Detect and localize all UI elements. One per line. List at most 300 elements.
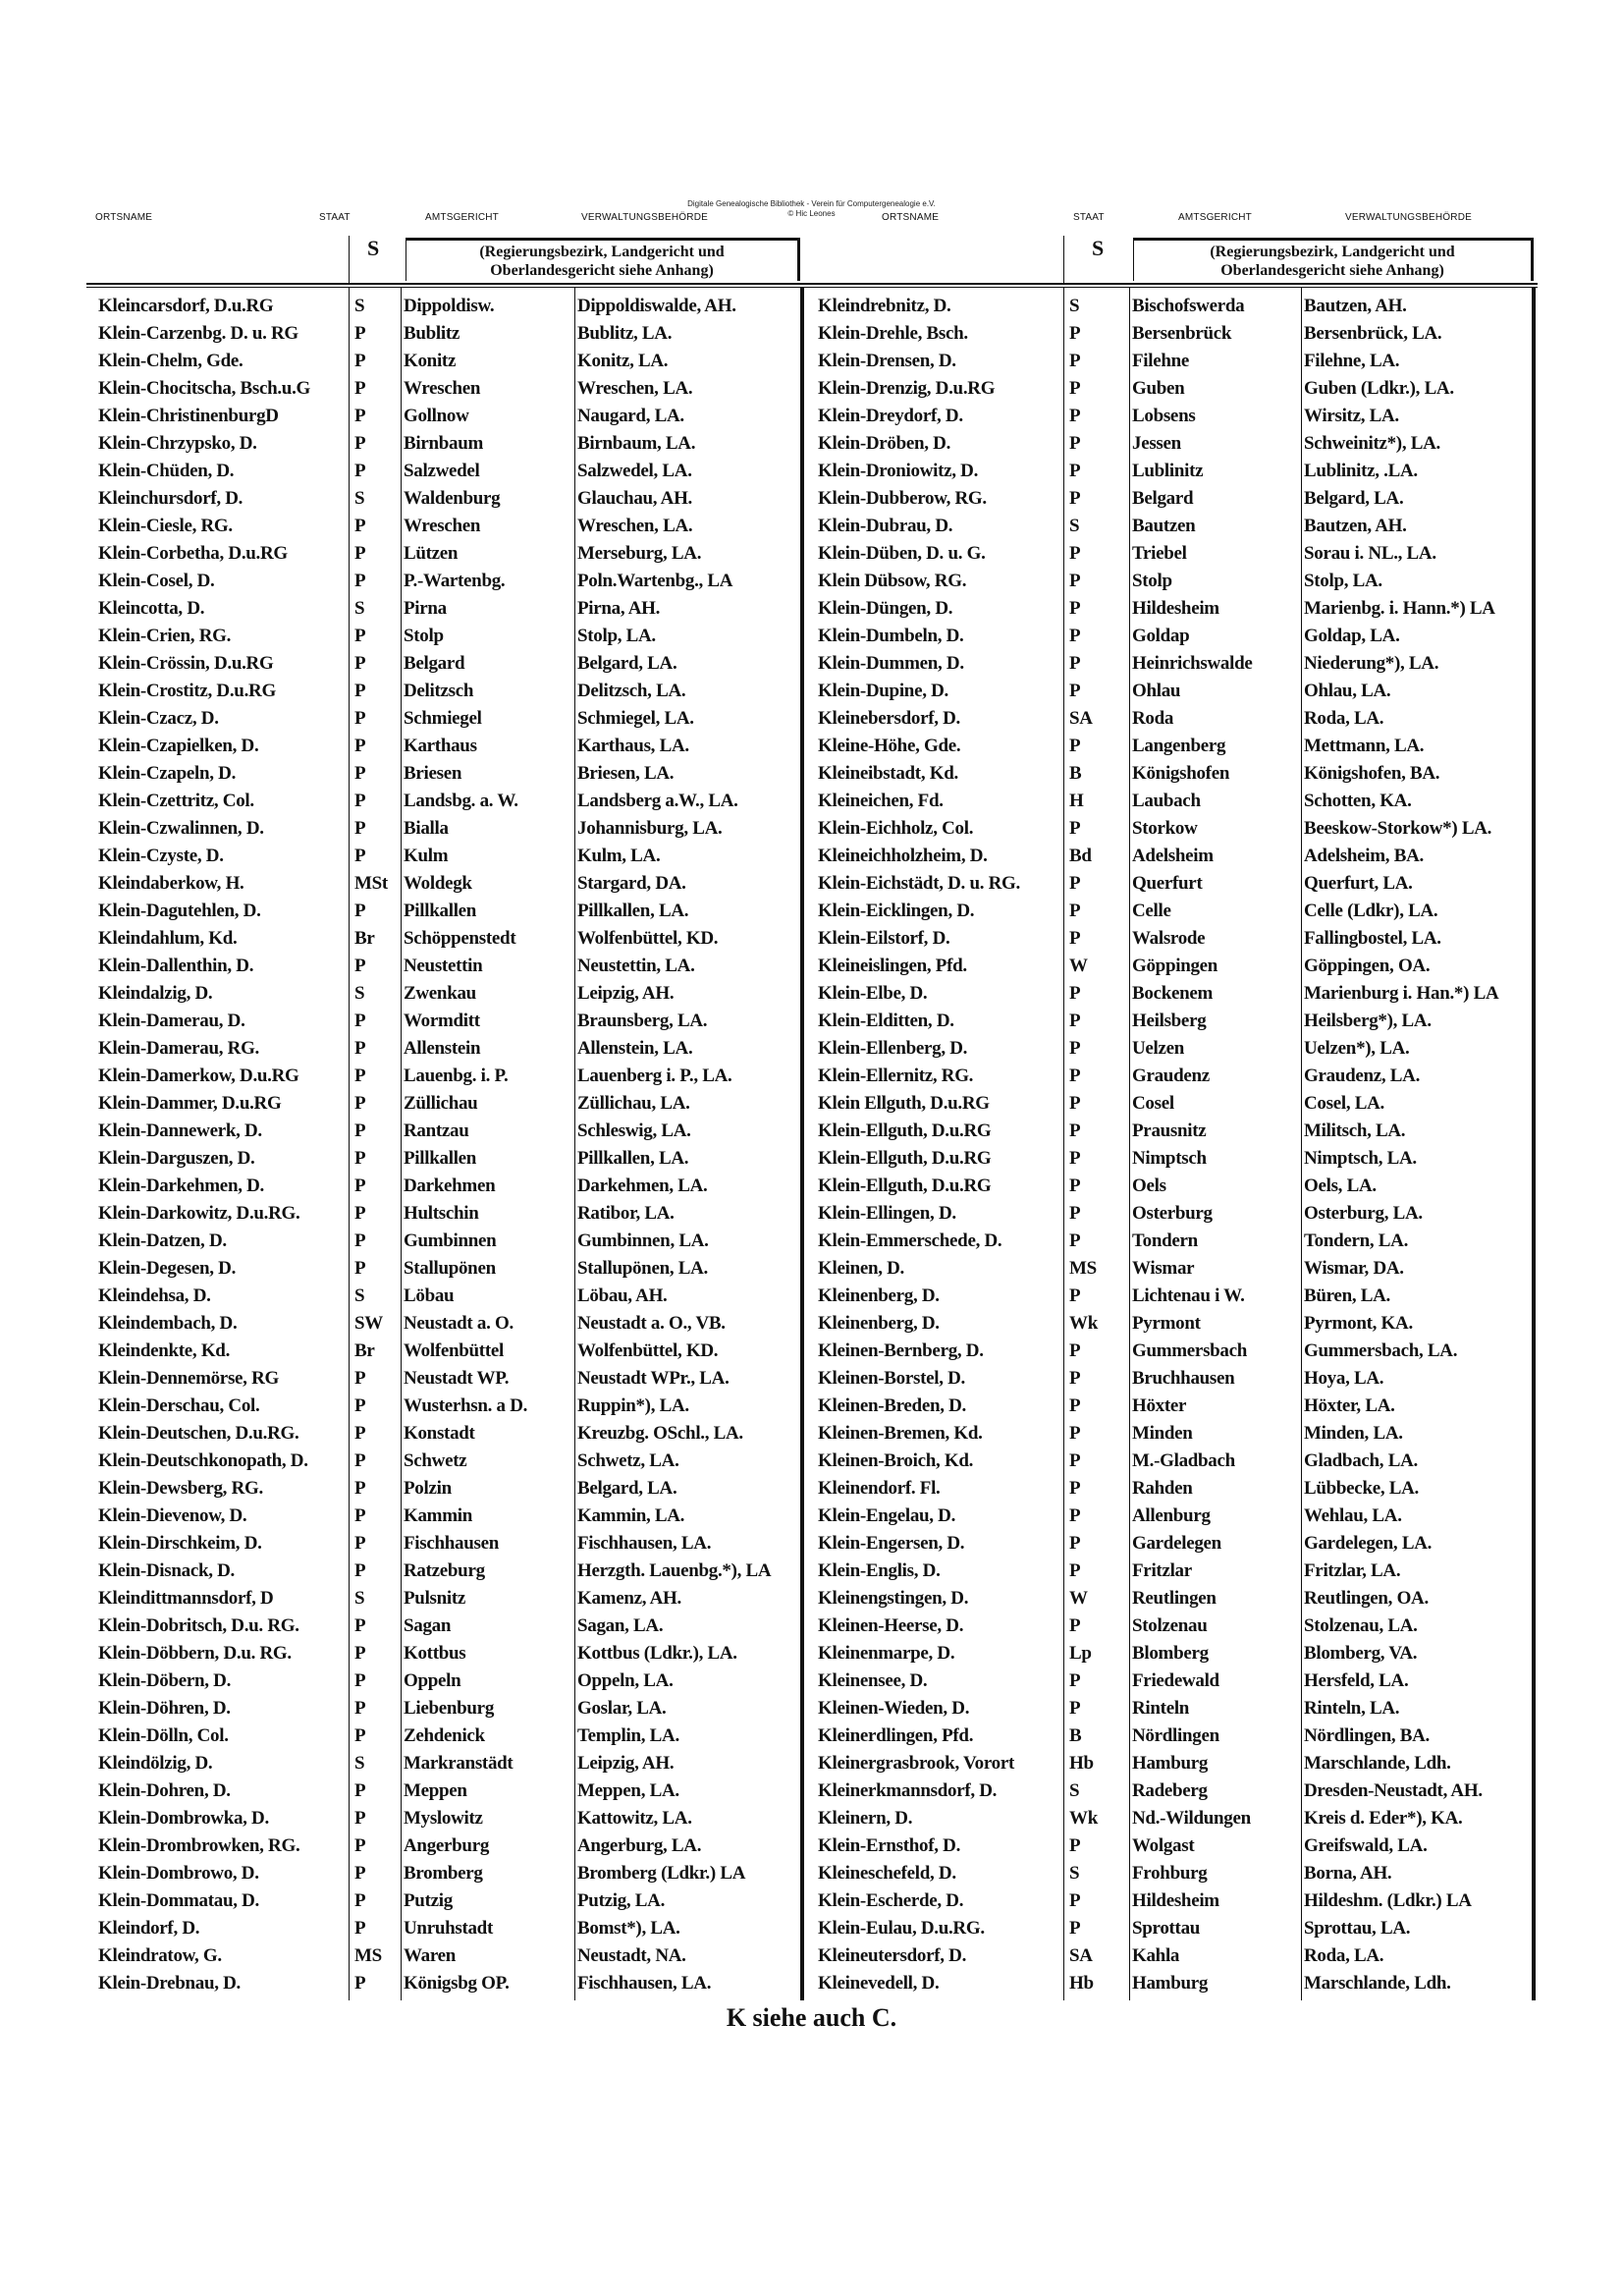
- staat-cell: Bd: [1069, 846, 1092, 866]
- ortsname-cell: Kleinendorf. Fl.: [818, 1478, 941, 1499]
- table-row: [95, 760, 800, 788]
- amtsgericht-cell: Dippoldisw.: [404, 296, 495, 316]
- verwaltung-cell: Lublinitz, .LA.: [1304, 461, 1418, 481]
- ortsname-cell: Klein-Dennemörse, RG: [98, 1368, 279, 1389]
- staat-cell: MSt: [354, 873, 388, 894]
- amtsgericht-cell: Belgard: [1132, 488, 1194, 509]
- amtsgericht-cell: Rahden: [1132, 1478, 1193, 1499]
- ortsname-cell: Klein-Disnack, D.: [98, 1560, 235, 1581]
- staat-cell: SA: [1069, 1945, 1093, 1966]
- staat-cell: P: [354, 1258, 366, 1279]
- amtsgericht-cell: Adelsheim: [1132, 846, 1214, 866]
- verwaltung-cell: Oels, LA.: [1304, 1175, 1377, 1196]
- table-row: [95, 1530, 800, 1558]
- subheader-note-right: [1133, 238, 1534, 281]
- staat-cell: P: [1069, 1615, 1081, 1636]
- table-row: [95, 403, 800, 430]
- verwaltung-cell: Oppeln, LA.: [577, 1670, 674, 1691]
- staat-cell: P: [354, 1533, 366, 1554]
- verwaltung-cell: Meppen, LA.: [577, 1780, 679, 1801]
- ortsname-cell: Kleindehsa, D.: [98, 1285, 211, 1306]
- verwaltung-cell: Schleswig, LA.: [577, 1121, 691, 1141]
- staat-cell: P: [1069, 1450, 1081, 1471]
- table-row: [95, 1640, 800, 1667]
- amtsgericht-cell: Fritzlar: [1132, 1560, 1192, 1581]
- ortsname-cell: Klein-Dupine, D.: [818, 681, 948, 701]
- staat-cell: Hb: [1069, 1973, 1094, 1994]
- amtsgericht-cell: Jessen: [1132, 433, 1181, 454]
- subheader-note-line2: Oberlandesgericht siehe Anhang): [1220, 262, 1444, 279]
- table-row: [815, 678, 1532, 705]
- amtsgericht-cell: Neustettin: [404, 956, 483, 976]
- staat-symbol-right: S: [1092, 236, 1105, 260]
- verwaltung-cell: Kattowitz, LA.: [577, 1808, 692, 1829]
- ortsname-cell: Kleindorf, D.: [98, 1918, 200, 1939]
- ortsname-cell: Klein-Crössin, D.u.RG: [98, 653, 274, 674]
- staat-cell: S: [1069, 516, 1080, 536]
- ortsname-cell: Kleinen-Borstel, D.: [818, 1368, 965, 1389]
- verwaltung-cell: Pillkallen, LA.: [577, 1148, 689, 1169]
- table-row: [95, 595, 800, 623]
- amtsgericht-cell: Radeberg: [1132, 1780, 1208, 1801]
- ortsname-cell: Klein-Crostitz, D.u.RG: [98, 681, 276, 701]
- amtsgericht-cell: Ratzeburg: [404, 1560, 485, 1581]
- table-row: [95, 898, 800, 925]
- verwaltung-cell: Stallupönen, LA.: [577, 1258, 708, 1279]
- verwaltung-cell: Bomst*), LA.: [577, 1918, 680, 1939]
- verwaltung-cell: Mettmann, LA.: [1304, 736, 1425, 756]
- staat-cell: P: [354, 378, 366, 399]
- amtsgericht-cell: Laubach: [1132, 791, 1201, 811]
- amtsgericht-cell: Schwetz: [404, 1450, 467, 1471]
- staat-cell: S: [354, 296, 365, 316]
- ortsname-cell: Kleindittmannsdorf, D: [98, 1588, 274, 1609]
- ortsname-cell: Kleineichholzheim, D.: [818, 846, 988, 866]
- amtsgericht-cell: Lützen: [404, 543, 459, 564]
- staat-cell: P: [1069, 901, 1081, 921]
- amtsgericht-cell: Kottbus: [404, 1643, 466, 1664]
- amtsgericht-cell: Konitz: [404, 351, 457, 371]
- ortsname-cell: Klein-Döhren, D.: [98, 1698, 231, 1719]
- verwaltung-cell: Ratibor, LA.: [577, 1203, 675, 1224]
- table-row: [815, 1722, 1532, 1750]
- verwaltung-cell: Dresden-Neustadt, AH.: [1304, 1780, 1483, 1801]
- amtsgericht-cell: Allenstein: [404, 1038, 481, 1059]
- staat-cell: H: [1069, 791, 1084, 811]
- column-header-verwaltung-right: VERWALTUNGSBEHÖRDE: [1345, 212, 1472, 223]
- divider: [349, 236, 350, 285]
- table-row: [815, 898, 1532, 925]
- header-rule: [86, 283, 1538, 285]
- verwaltung-cell: Neustadt, NA.: [577, 1945, 686, 1966]
- staat-cell: P: [354, 1698, 366, 1719]
- ortsname-cell: Klein-Chocitscha, Bsch.u.G: [98, 378, 310, 399]
- ortsname-cell: Klein-Emmerschede, D.: [818, 1230, 1002, 1251]
- verwaltung-cell: Königshofen, BA.: [1304, 763, 1440, 784]
- table-row: [95, 1008, 800, 1035]
- staat-cell: P: [1069, 1038, 1081, 1059]
- table-row: [95, 1475, 800, 1503]
- table-row: [815, 1008, 1532, 1035]
- amtsgericht-cell: Gumbinnen: [404, 1230, 497, 1251]
- verwaltung-cell: Bautzen, AH.: [1304, 296, 1407, 316]
- ortsname-cell: Klein-Drensen, D.: [818, 351, 956, 371]
- staat-cell: P: [354, 1175, 366, 1196]
- amtsgericht-cell: Pulsnitz: [404, 1588, 466, 1609]
- staat-cell: S: [354, 1588, 365, 1609]
- verwaltung-cell: Minden, LA.: [1304, 1423, 1403, 1444]
- amtsgericht-cell: Polzin: [404, 1478, 452, 1499]
- ortsname-cell: Klein-ChristinenburgD: [98, 406, 279, 426]
- ortsname-cell: Kleinenmarpe, D.: [818, 1643, 955, 1664]
- amtsgericht-cell: Sagan: [404, 1615, 452, 1636]
- verwaltung-cell: Glauchau, AH.: [577, 488, 692, 509]
- amtsgericht-cell: Wolgast: [1132, 1835, 1195, 1856]
- verwaltung-cell: Marschlande, Ldh.: [1304, 1973, 1451, 1994]
- ortsname-cell: Klein-Eicklingen, D.: [818, 901, 975, 921]
- staat-cell: P: [354, 1450, 366, 1471]
- amtsgericht-cell: Querfurt: [1132, 873, 1203, 894]
- verwaltung-cell: Gardelegen, LA.: [1304, 1533, 1433, 1554]
- ortsname-cell: Klein-Dreydorf, D.: [818, 406, 963, 426]
- staat-cell: P: [1069, 1698, 1081, 1719]
- subheader-note-line1: (Regierungsbezirk, Landgericht und: [1210, 244, 1455, 260]
- verwaltung-cell: Wolfenbüttel, KD.: [577, 1340, 719, 1361]
- ortsname-cell: Kleinen-Bernberg, D.: [818, 1340, 984, 1361]
- table-row: [95, 623, 800, 650]
- ortsname-cell: Kleinen, D.: [818, 1258, 905, 1279]
- staat-cell: P: [354, 846, 366, 866]
- staat-cell: P: [1069, 653, 1081, 674]
- table-row: [95, 1777, 800, 1805]
- table-row: [95, 1558, 800, 1585]
- amtsgericht-cell: Zwenkau: [404, 983, 476, 1004]
- table-row: [815, 1173, 1532, 1200]
- verwaltung-cell: Fallingbostel, LA.: [1304, 928, 1441, 949]
- staat-cell: P: [354, 1780, 366, 1801]
- verwaltung-cell: Bublitz, LA.: [577, 323, 673, 344]
- staat-cell: Br: [354, 1340, 375, 1361]
- table-row: [95, 513, 800, 540]
- table-row: [815, 1035, 1532, 1063]
- ortsname-cell: Klein-Drebnau, D.: [98, 1973, 241, 1994]
- amtsgericht-cell: Bialla: [404, 818, 449, 839]
- staat-cell: P: [1069, 1066, 1081, 1086]
- ortsname-cell: Klein-Ellguth, D.u.RG: [818, 1148, 992, 1169]
- staat-cell: P: [354, 461, 366, 481]
- verwaltung-cell: Heilsberg*), LA.: [1304, 1011, 1432, 1031]
- amtsgericht-cell: Delitzsch: [404, 681, 474, 701]
- verwaltung-cell: Hersfeld, LA.: [1304, 1670, 1409, 1691]
- verwaltung-cell: Schwetz, LA.: [577, 1450, 679, 1471]
- staat-cell: P: [354, 1395, 366, 1416]
- verwaltung-cell: Wehlau, LA.: [1304, 1505, 1402, 1526]
- table-row: [815, 1805, 1532, 1832]
- verwaltung-cell: Birnbaum, LA.: [577, 433, 696, 454]
- verwaltung-cell: Salzwedel, LA.: [577, 461, 692, 481]
- table-row: [815, 1255, 1532, 1283]
- staat-cell: P: [1069, 1093, 1081, 1114]
- staat-cell: Br: [354, 928, 375, 949]
- amtsgericht-cell: Wreschen: [404, 378, 481, 399]
- verwaltung-cell: Querfurt, LA.: [1304, 873, 1413, 894]
- table-row: [95, 1942, 800, 1970]
- amtsgericht-cell: Cosel: [1132, 1093, 1174, 1114]
- ortsname-cell: Klein-Carzenbg. D. u. RG: [98, 323, 298, 344]
- verwaltung-cell: Fischhausen, LA.: [577, 1973, 712, 1994]
- amtsgericht-cell: Friedewald: [1132, 1670, 1219, 1691]
- amtsgericht-cell: Nd.-Wildungen: [1132, 1808, 1251, 1829]
- table-row: [815, 623, 1532, 650]
- amtsgericht-cell: Graudenz: [1132, 1066, 1210, 1086]
- staat-cell: S: [354, 1753, 365, 1774]
- ortsname-cell: Klein-Dallenthin, D.: [98, 956, 254, 976]
- ortsname-cell: Klein-Deutschen, D.u.RG.: [98, 1423, 299, 1444]
- table-row: [95, 1035, 800, 1063]
- amtsgericht-cell: Filehne: [1132, 351, 1190, 371]
- amtsgericht-cell: Königsbg OP.: [404, 1973, 510, 1994]
- verwaltung-cell: Stargard, DA.: [577, 873, 686, 894]
- staat-cell: P: [354, 1560, 366, 1581]
- table-row: [815, 1695, 1532, 1722]
- ortsname-cell: Klein-Dröben, D.: [818, 433, 951, 454]
- ortsname-cell: Klein-Drombrowken, RG.: [98, 1835, 300, 1856]
- ortsname-cell: Klein-Dombrowka, D.: [98, 1808, 269, 1829]
- amtsgericht-cell: Hildesheim: [1132, 598, 1219, 619]
- right-table: [815, 293, 1532, 1997]
- amtsgericht-cell: Bersenbrück: [1132, 323, 1232, 344]
- verwaltung-cell: Celle (Ldkr), LA.: [1304, 901, 1438, 921]
- ortsname-cell: Klein-Elditten, D.: [818, 1011, 954, 1031]
- staat-cell: P: [354, 901, 366, 921]
- staat-cell: P: [1069, 571, 1081, 591]
- ortsname-cell: Klein-Dohren, D.: [98, 1780, 231, 1801]
- staat-cell: S: [1069, 1780, 1080, 1801]
- amtsgericht-cell: Wreschen: [404, 516, 481, 536]
- verwaltung-cell: Osterburg, LA.: [1304, 1203, 1423, 1224]
- table-row: [815, 513, 1532, 540]
- amtsgericht-cell: M.-Gladbach: [1132, 1450, 1235, 1471]
- amtsgericht-cell: Rantzau: [404, 1121, 469, 1141]
- verwaltung-cell: Greifswald, LA.: [1304, 1835, 1428, 1856]
- table-row: [815, 788, 1532, 815]
- amtsgericht-cell: Waren: [404, 1945, 457, 1966]
- amtsgericht-cell: Neustadt WP.: [404, 1368, 510, 1389]
- amtsgericht-cell: Oels: [1132, 1175, 1166, 1196]
- verwaltung-cell: Borna, AH.: [1304, 1863, 1392, 1884]
- table-row: [95, 293, 800, 320]
- ortsname-cell: Kleinchursdorf, D.: [98, 488, 243, 509]
- ortsname-cell: Klein-Dirschkeim, D.: [98, 1533, 262, 1554]
- verwaltung-cell: Militsch, LA.: [1304, 1121, 1406, 1141]
- verwaltung-cell: Kulm, LA.: [577, 846, 661, 866]
- table-row: [95, 1420, 800, 1448]
- verwaltung-cell: Neustettin, LA.: [577, 956, 695, 976]
- verwaltung-cell: Bautzen, AH.: [1304, 516, 1407, 536]
- ortsname-cell: Klein-Döbern, D.: [98, 1670, 232, 1691]
- table-row: [95, 788, 800, 815]
- staat-cell: P: [354, 1725, 366, 1746]
- staat-cell: P: [354, 791, 366, 811]
- staat-cell: P: [354, 763, 366, 784]
- amtsgericht-cell: Waldenburg: [404, 488, 501, 509]
- verwaltung-cell: Schweinitz*), LA.: [1304, 433, 1440, 454]
- ortsname-cell: Klein-Czyste, D.: [98, 846, 224, 866]
- verwaltung-cell: Landsberg a.W., LA.: [577, 791, 738, 811]
- staat-cell: SA: [1069, 708, 1093, 729]
- amtsgericht-cell: Gollnow: [404, 406, 469, 426]
- staat-cell: P: [354, 1011, 366, 1031]
- ortsname-cell: Klein-Düben, D. u. G.: [818, 543, 986, 564]
- amtsgericht-cell: Bromberg: [404, 1863, 483, 1884]
- ortsname-cell: Kleinenberg, D.: [818, 1313, 940, 1334]
- amtsgericht-cell: Nördlingen: [1132, 1725, 1219, 1746]
- verwaltung-cell: Bersenbrück, LA.: [1304, 323, 1442, 344]
- amtsgericht-cell: Minden: [1132, 1423, 1193, 1444]
- table-row: [815, 1145, 1532, 1173]
- table-row: [815, 1365, 1532, 1393]
- verwaltung-cell: Züllichau, LA.: [577, 1093, 690, 1114]
- amtsgericht-cell: Uelzen: [1132, 1038, 1185, 1059]
- staat-cell: P: [354, 351, 366, 371]
- staat-cell: P: [1069, 928, 1081, 949]
- header-rule: [86, 287, 1538, 288]
- ortsname-cell: Klein-Dievenow, D.: [98, 1505, 247, 1526]
- verwaltung-cell: Kreis d. Eder*), KA.: [1304, 1808, 1463, 1829]
- amtsgericht-cell: Blomberg: [1132, 1643, 1209, 1664]
- table-row: [815, 1503, 1532, 1530]
- amtsgericht-cell: Osterburg: [1132, 1203, 1213, 1224]
- verwaltung-cell: Konitz, LA.: [577, 351, 669, 371]
- ortsname-cell: Klein-Dewsberg, RG.: [98, 1478, 263, 1499]
- amtsgericht-cell: Triebel: [1132, 543, 1187, 564]
- staat-cell: P: [1069, 983, 1081, 1004]
- verwaltung-cell: Herzgth. Lauenbg.*), LA: [577, 1560, 772, 1581]
- verwaltung-cell: Lauenberg i. P., LA.: [577, 1066, 732, 1086]
- verwaltung-cell: Gummersbach, LA.: [1304, 1340, 1458, 1361]
- staat-cell: MS: [354, 1945, 382, 1966]
- staat-cell: P: [1069, 1230, 1081, 1251]
- table-row: [95, 1585, 800, 1613]
- amtsgericht-cell: Salzwedel: [404, 461, 480, 481]
- table-row: [95, 1145, 800, 1173]
- verwaltung-cell: Pillkallen, LA.: [577, 901, 689, 921]
- table-row: [815, 1448, 1532, 1475]
- table-row: [95, 458, 800, 485]
- table-row: [815, 980, 1532, 1008]
- ortsname-cell: Klein-Czwalinnen, D.: [98, 818, 264, 839]
- amtsgericht-cell: Nimptsch: [1132, 1148, 1207, 1169]
- credit-line-1: Digitale Genealogische Bibliothek - Verein für Computergenealogie e.V.: [687, 199, 936, 208]
- amtsgericht-cell: Stolp: [1132, 571, 1172, 591]
- ortsname-cell: Klein-Dombrowo, D.: [98, 1863, 259, 1884]
- table-row: [815, 293, 1532, 320]
- amtsgericht-cell: Sprottau: [1132, 1918, 1201, 1939]
- verwaltung-cell: Blomberg, VA.: [1304, 1643, 1418, 1664]
- amtsgericht-cell: Stolp: [404, 626, 444, 646]
- verwaltung-cell: Naugard, LA.: [577, 406, 684, 426]
- staat-cell: P: [1069, 1918, 1081, 1939]
- staat-cell: P: [354, 681, 366, 701]
- table-row: [815, 320, 1532, 348]
- staat-cell: P: [1069, 543, 1081, 564]
- staat-cell: P: [1069, 1835, 1081, 1856]
- staat-cell: P: [1069, 378, 1081, 399]
- column-header-ortsname-left: ORTSNAME: [95, 212, 153, 223]
- ortsname-cell: Klein-Drenzig, D.u.RG: [818, 378, 996, 399]
- table-row: [95, 1228, 800, 1255]
- verwaltung-cell: Belgard, LA.: [577, 653, 677, 674]
- table-row: [95, 1915, 800, 1942]
- staat-cell: P: [354, 1808, 366, 1829]
- staat-cell: P: [1069, 736, 1081, 756]
- staat-cell: B: [1069, 1725, 1082, 1746]
- ortsname-cell: Kleineibstadt, Kd.: [818, 763, 958, 784]
- amtsgericht-cell: Putzig: [404, 1890, 453, 1911]
- amtsgericht-cell: Allenburg: [1132, 1505, 1211, 1526]
- verwaltung-cell: Ruppin*), LA.: [577, 1395, 689, 1416]
- amtsgericht-cell: Frohburg: [1132, 1863, 1208, 1884]
- amtsgericht-cell: Bruchhausen: [1132, 1368, 1235, 1389]
- verwaltung-cell: Gumbinnen, LA.: [577, 1230, 709, 1251]
- ortsname-cell: Klein-Düngen, D.: [818, 598, 953, 619]
- table-row: [95, 1283, 800, 1310]
- table-row: [95, 1503, 800, 1530]
- amtsgericht-cell: Konstadt: [404, 1423, 475, 1444]
- verwaltung-cell: Fischhausen, LA.: [577, 1533, 712, 1554]
- ortsname-cell: Klein-Eilstorf, D.: [818, 928, 950, 949]
- table-row: [95, 320, 800, 348]
- table-row: [95, 430, 800, 458]
- verwaltung-cell: Schotten, KA.: [1304, 791, 1412, 811]
- staat-cell: P: [354, 818, 366, 839]
- verwaltung-cell: Stolp, LA.: [577, 626, 656, 646]
- table-row: [95, 650, 800, 678]
- amtsgericht-cell: Ohlau: [1132, 681, 1181, 701]
- table-row: [95, 1613, 800, 1640]
- ortsname-cell: Klein-Eichstädt, D. u. RG.: [818, 873, 1020, 894]
- ortsname-cell: Kleinen-Broich, Kd.: [818, 1450, 974, 1471]
- table-row: [815, 348, 1532, 375]
- staat-cell: Wk: [1069, 1313, 1098, 1334]
- ortsname-cell: Klein-Chüden, D.: [98, 461, 235, 481]
- ortsname-cell: Kleincotta, D.: [98, 598, 205, 619]
- amtsgericht-cell: Celle: [1132, 901, 1171, 921]
- ortsname-cell: Kleindölzig, D.: [98, 1753, 213, 1774]
- amtsgericht-cell: Löbau: [404, 1285, 455, 1306]
- amtsgericht-cell: Hildesheim: [1132, 1890, 1219, 1911]
- ortsname-cell: Klein-Dommatau, D.: [98, 1890, 260, 1911]
- staat-cell: P: [354, 1121, 366, 1141]
- ortsname-cell: Klein-Damerau, D.: [98, 1011, 245, 1031]
- amtsgericht-cell: Rinteln: [1132, 1698, 1190, 1719]
- verwaltung-cell: Darkehmen, LA.: [577, 1175, 708, 1196]
- verwaltung-cell: Marschlande, Ldh.: [1304, 1753, 1451, 1774]
- ortsname-cell: Klein-Eichholz, Col.: [818, 818, 974, 839]
- staat-cell: P: [354, 1890, 366, 1911]
- amtsgericht-cell: Stolzenau: [1132, 1615, 1208, 1636]
- table-row: [815, 760, 1532, 788]
- staat-cell: P: [354, 516, 366, 536]
- amtsgericht-cell: Landsbg. a. W.: [404, 791, 518, 811]
- amtsgericht-cell: Königshofen: [1132, 763, 1230, 784]
- staat-cell: W: [1069, 956, 1088, 976]
- amtsgericht-cell: Schmiegel: [404, 708, 482, 729]
- credit-line-2: © Hic Leones: [787, 209, 836, 218]
- ortsname-cell: Klein-Dummen, D.: [818, 653, 964, 674]
- amtsgericht-cell: Heinrichswalde: [1132, 653, 1253, 674]
- verwaltung-cell: Briesen, LA.: [577, 763, 675, 784]
